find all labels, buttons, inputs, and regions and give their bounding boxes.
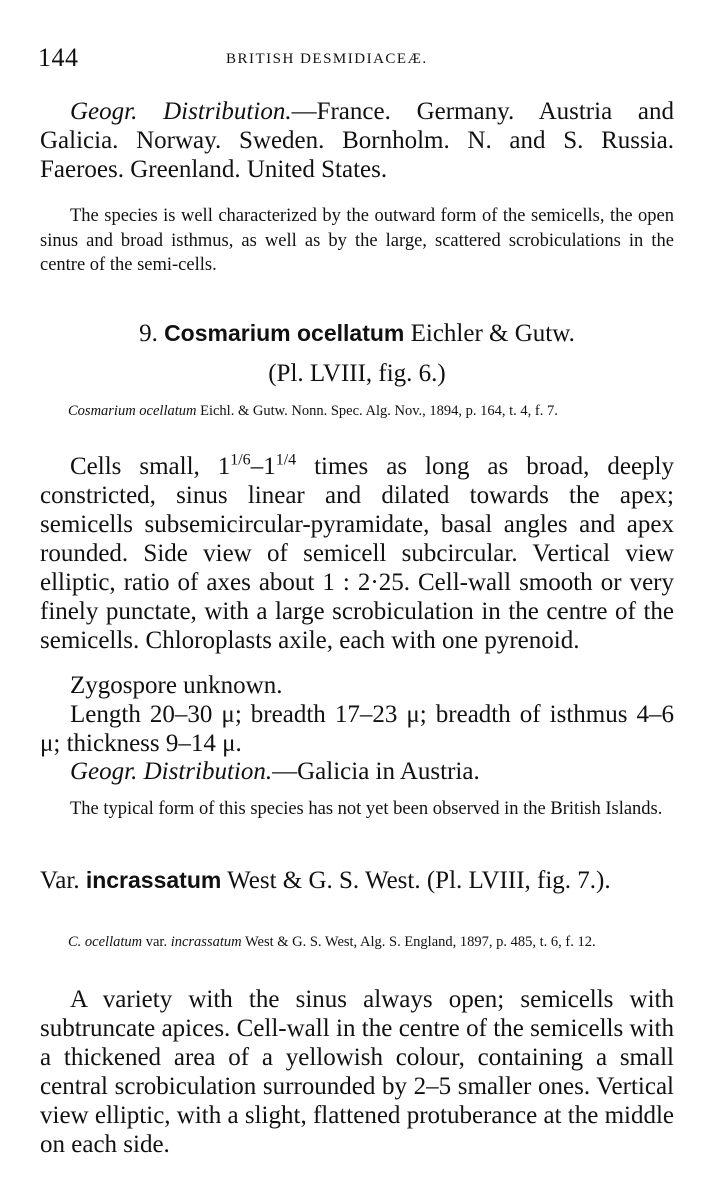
variety-citation (68, 933, 702, 951)
previous-distribution (40, 97, 674, 184)
species-note: The typical form of this species has not yet been observed in the British Islands. (70, 799, 663, 819)
variety-heading (40, 866, 674, 895)
citation-genus: Cosmarium ocellatum (68, 403, 197, 419)
species-measurements: Length 20–30 μ; breadth 17–23 μ; breadth of isthmus 4–6 μ; thickness 9–14 μ. (40, 701, 674, 757)
variety-description: A variety with the sinus always open; semicells with subtruncate apices. Cell-wall in the centre of the semicells with a thickened area of a yellowish colour, containing a small central scrobiculation surrounded by 2–5 smaller ones. Vertical view elliptic, with a slight, flattened protuberance at the middle on each side. (40, 986, 674, 1158)
distribution-text: —Galicia in Austria. (272, 758, 480, 785)
variety-name: incrassatum (85, 867, 222, 893)
citation-var: var. (145, 934, 168, 950)
species-description (40, 452, 674, 655)
species-citation (68, 402, 702, 420)
zygospore-line: Zygospore unknown. (70, 672, 283, 699)
citation-genus: C. ocellatum (68, 934, 143, 950)
variety-prefix: Var. (40, 867, 80, 894)
citation-text: Eichl. & Gutw. Nonn. Spec. Alg. Nov., 1894, p. 164, t. 4, f. 7. (200, 403, 558, 419)
distribution-label: Geogr. Distribution. (70, 98, 292, 125)
description-start: Cells small, 1 (70, 453, 231, 480)
species-number: 9. (139, 320, 158, 347)
variety-authority: West & G. S. West. (227, 867, 421, 894)
distribution-text: —France. Germany. Austria and Galicia. Norway. Sweden. Bornholm. N. and S. Russia. Faeroes. Greenland. United States. (40, 98, 674, 183)
variety-plate-ref: (Pl. LVIII, fig. 7.). (426, 867, 611, 894)
species-distribution (40, 757, 674, 786)
fraction-one-sixth: 1/6 (230, 451, 251, 469)
fraction-one-quarter: 1/4 (275, 451, 297, 469)
distribution-label: Geogr. Distribution. (70, 758, 273, 785)
species-plate-ref: (Pl. LVIII, fig. 6.) (268, 360, 446, 387)
species-name: Cosmarium ocellatum (164, 320, 405, 346)
running-head: BRITISH DESMIDIACEÆ. (226, 51, 428, 67)
species-heading (40, 318, 674, 349)
species-authority: Eichler & Gutw. (410, 320, 575, 347)
note-text: The species is well characterized by the outward form of the semicells, the open sinus and broad isthmus, as well as by the large, scattered scrobiculations in the centre of the semi-cells. (40, 206, 674, 275)
page-number: 144 (38, 43, 79, 72)
citation-name: incrassatum (170, 934, 242, 950)
description-dash: –1 (250, 453, 276, 480)
citation-text: West & G. S. West, Alg. S. England, 1897, p. 485, t. 6, f. 12. (244, 934, 596, 950)
description-rest: times as long as broad, deeply constricted, sinus linear and dilated towards the apex; semicells subsemicircular-pyramidate, basal angles and apex rounded. Side view of semicell subcircular. Vertical view elliptic, ratio of axes about 1 : 2·25. Cell-wall smooth or very finely punctate, with a large scrobiculation in the centre of the semicells. Chloroplasts axile, each with one pyrenoid. (40, 453, 674, 654)
species-note-previous (40, 204, 674, 278)
page-header (38, 42, 674, 78)
